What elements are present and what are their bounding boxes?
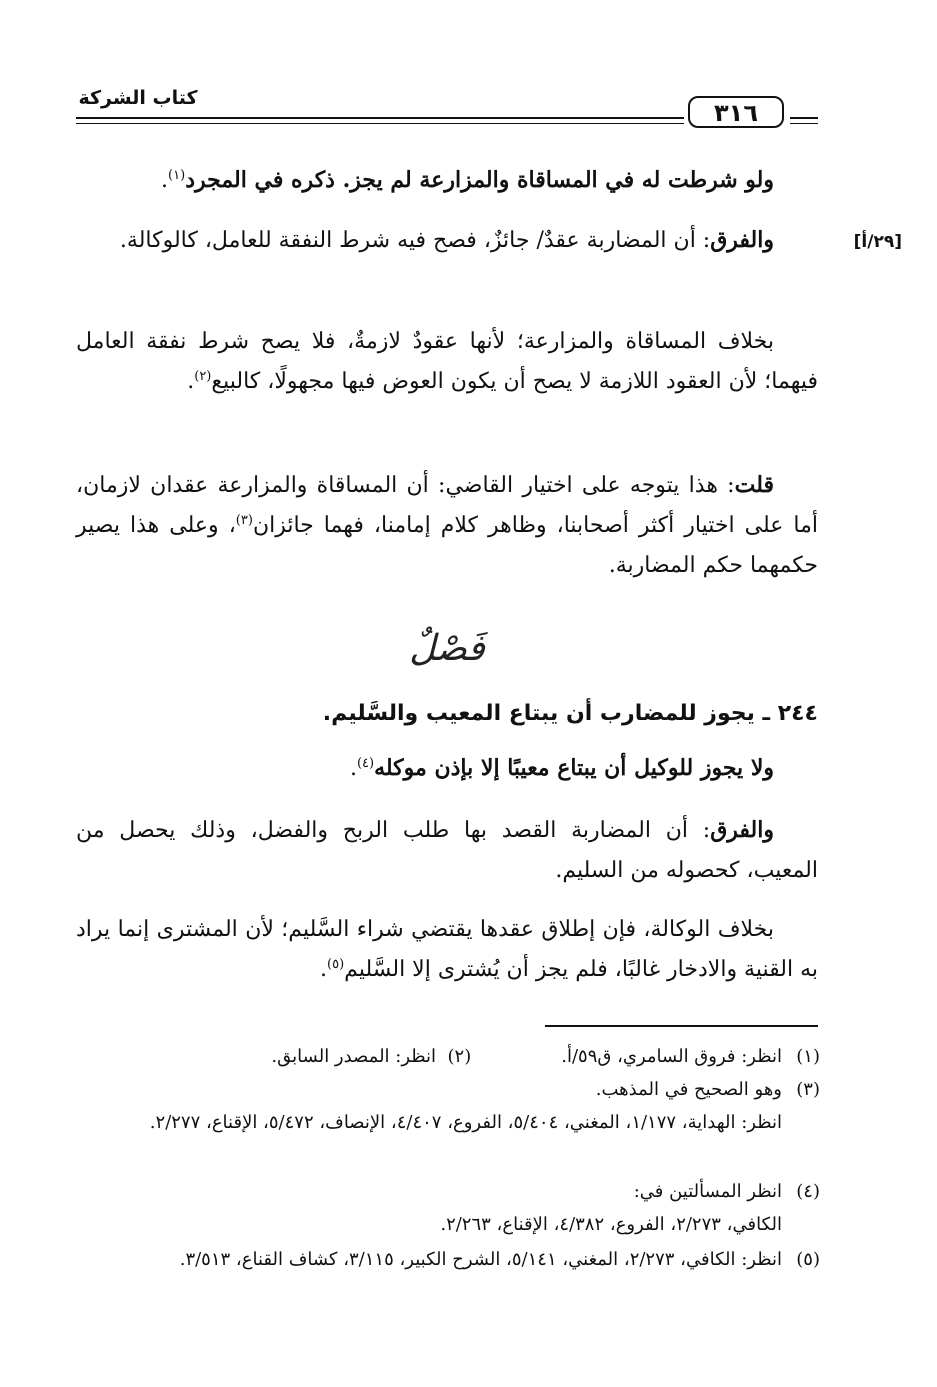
p1-end: . — [161, 168, 169, 193]
item-244-heading: ٢٤٤ ـ يجوز للمضارب أن يبتاع المعيب والسَّليم. — [322, 701, 818, 726]
p1-text: ولو شرطت له في المساقاة والمزارعة لم يجز. ذكره في المجرد — [185, 167, 774, 193]
p2-text: : أن المضاربة عقدٌ/ جائزٌ، فصح فيه شرط النفقة للعامل، كالوكالة. — [119, 228, 711, 253]
manuscript-folio-ref: [٢٩/أ] — [853, 232, 902, 252]
p7-text: بخلاف الوكالة، فإن إطلاق عقدها يقتضي شراء السَّليم؛ لأن المشترى إنما يراد به القنية والادخار غالبًا، فلم يجز أن يُشترى إلا السَّليم — [76, 917, 818, 982]
paragraph-4 — [76, 465, 818, 586]
p3-text: بخلاف المساقاة والمزارعة؛ لأنها عقودٌ لازمةٌ، فلا يصح شرط نفقة العامل فيهما؛ لأن العقود اللازمة لا يصح أن يكون العوض فيها مجهولًا، كالبيع — [76, 329, 818, 394]
header-rule-right — [790, 117, 818, 124]
footnote-2-text: انظر: المصدر السابق. — [271, 1046, 437, 1067]
footnote-3-line2: انظر: الهداية، ١/١٧٧، المغني، ٥/٤٠٤، الفروع، ٤/٤٠٧، الإنصاف، ٥/٤٧٢، الإقناع، ٢/٢٧٧. — [149, 1112, 782, 1133]
footnote-1-2 — [76, 1040, 820, 1073]
p4-lead: قلت — [734, 472, 774, 498]
footnote-3 — [76, 1073, 820, 1139]
paragraph-1 — [76, 160, 818, 201]
footnote-ref-3[interactable]: (٣) — [235, 513, 253, 528]
paragraph-3 — [76, 322, 818, 402]
footnote-ref-2[interactable]: (٢) — [194, 369, 212, 384]
footnote-4-line1: انظر المسألتين في: — [633, 1181, 782, 1202]
p4-text: : هذا يتوجه على اختيار القاضي: أن المساقاة والمزارعة عقدان لازمان، أما على اختيار أكثر أصحابنا، وظاهر كلام إمامنا، فهما جائزان — [76, 473, 818, 538]
p2-lead: والفرق — [710, 227, 774, 253]
footnote-separator — [545, 1025, 818, 1027]
p4-end: ، وعلى هذا يصير حكمهما حكم المضاربة. — [76, 513, 818, 578]
p6-text: : أن المضاربة القصد بها طلب الربح والفضل، وذلك يحصل من المعيب، كحصوله من السليم. — [76, 818, 818, 883]
footnote-5-text: انظر: الكافي، ٢/٢٧٣، المغني، ٥/١٤١، الشرح الكبير، ٣/١١٥، كشاف القناع، ٣/٥١٣. — [179, 1249, 782, 1270]
footnote-3-number: (٣) — [796, 1079, 820, 1100]
footnote-5 — [76, 1243, 820, 1276]
p5-end: . — [349, 756, 357, 781]
paragraph-7 — [76, 910, 818, 990]
footnote-1-text: انظر: فروق السامري، ق٥٩/أ. — [561, 1046, 782, 1067]
footnote-ref-4[interactable]: (٤) — [356, 756, 375, 771]
footnote-1-number: (١) — [796, 1046, 820, 1067]
p3-end: . — [187, 369, 195, 394]
footnote-4-line2: الكافي، ٢/٢٧٣، الفروع، ٤/٣٨٢، الإقناع، ٢/٢٦٣. — [440, 1214, 782, 1235]
footnote-4 — [76, 1175, 820, 1241]
running-header-title: كتاب الشركة — [78, 87, 198, 109]
page-number: ٣١٦ — [688, 96, 784, 128]
footnote-2-number: (٢) — [447, 1046, 472, 1067]
footnote-3-line1: وهو الصحيح في المذهب. — [595, 1079, 782, 1100]
section-heading: فَصْلٌ — [409, 628, 485, 669]
p5-text: ولا يجوز للوكيل أن يبتاع معيبًا إلا بإذن موكله — [374, 755, 774, 781]
footnote-ref-1[interactable]: (١) — [168, 168, 186, 183]
p6-lead: والفرق — [710, 817, 774, 843]
paragraph-6 — [76, 810, 818, 891]
p7-end: . — [320, 957, 328, 982]
footnote-5-number: (٥) — [796, 1249, 820, 1270]
header-rule — [76, 117, 684, 124]
paragraph-2 — [76, 220, 818, 261]
footnote-4-number: (٤) — [796, 1181, 820, 1202]
footnote-ref-5[interactable]: (٥) — [327, 957, 345, 972]
paragraph-5 — [76, 748, 818, 789]
